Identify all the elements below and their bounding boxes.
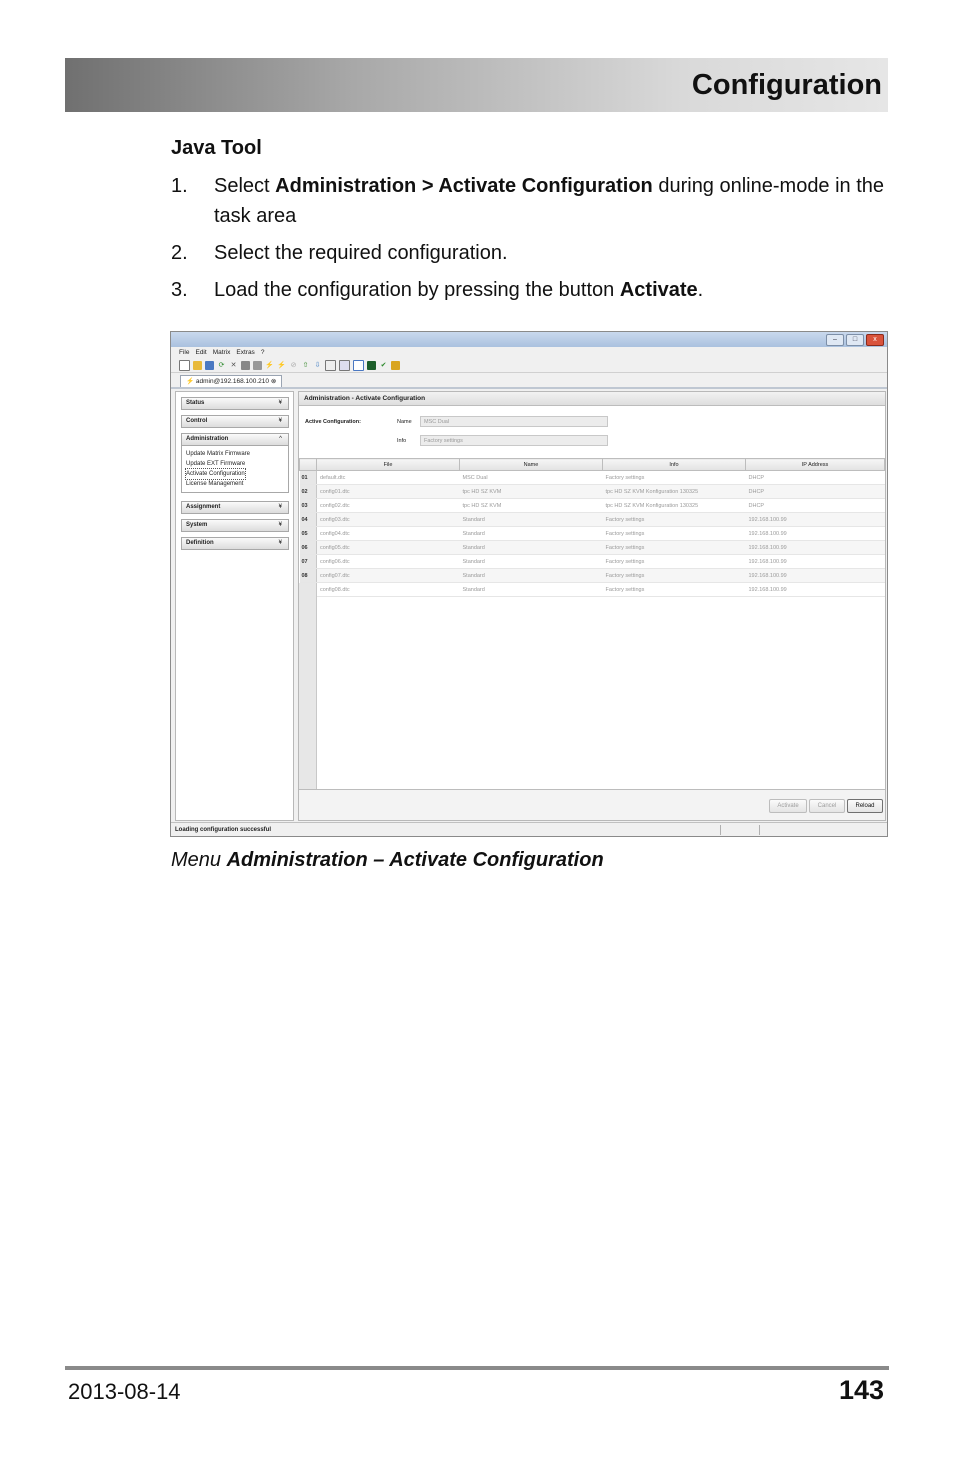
sidebar-item-definition[interactable] — [181, 537, 289, 550]
table-header[interactable]: IP Address — [746, 459, 885, 471]
chevron-down-icon: ¥ — [278, 504, 282, 510]
connect-icon[interactable]: ⚡ — [265, 361, 274, 369]
step-number: 1. — [171, 175, 188, 197]
menu-edit[interactable]: Edit — [195, 349, 207, 356]
status-bar — [171, 822, 887, 836]
step-number: 2. — [171, 242, 188, 264]
step-number: 3. — [171, 279, 188, 301]
sidebar-submenu-administration — [181, 446, 289, 493]
active-config-label: Active Configuration: — [305, 419, 361, 425]
chevron-down-icon: ¥ — [278, 400, 282, 406]
caption-prefix: Menu — [171, 849, 227, 871]
table-row[interactable]: 08 config07.dtc Standard Factory settings 192.168.100.99 — [300, 569, 885, 583]
sidebar — [175, 391, 294, 821]
step-text-end: . — [697, 279, 704, 301]
stop-icon[interactable]: ⊘ — [290, 361, 297, 369]
cancel-button[interactable]: Cancel — [809, 799, 845, 813]
step-text: Select — [214, 175, 276, 197]
table-row[interactable]: config08.dtc Standard Factory settings 192.168.100.99 — [300, 583, 885, 597]
sidebar-item-label: Administration — [186, 436, 229, 442]
menu-matrix[interactable]: Matrix — [212, 349, 231, 356]
open-icon[interactable] — [193, 361, 202, 370]
status-separator — [759, 825, 760, 835]
sidebar-item-label: Definition — [186, 540, 214, 546]
chevron-down-icon: ¥ — [278, 540, 282, 546]
info-label: Info — [397, 438, 407, 444]
table-row[interactable]: 01 default.dtc MSC Dual Factory settings DHCP — [300, 471, 885, 485]
refresh-icon[interactable]: ⟳ — [218, 361, 225, 369]
export-icon[interactable] — [353, 360, 364, 371]
new-icon[interactable] — [179, 360, 190, 371]
content-panel — [298, 391, 886, 821]
sidebar-subitem[interactable]: Update EXT Firmware — [186, 461, 246, 467]
close-button[interactable]: x — [866, 334, 884, 346]
menu-help[interactable]: ? — [260, 349, 265, 356]
download-icon[interactable]: ⇩ — [314, 361, 321, 369]
sidebar-item-system[interactable] — [181, 519, 289, 532]
step-2 — [171, 238, 891, 268]
step-bold: Activate — [619, 279, 698, 301]
copy-icon[interactable] — [241, 361, 250, 370]
table-row[interactable]: 05 config04.dtc Standard Factory settings 192.168.100.99 — [300, 527, 885, 541]
step-text: Load the configuration by pressing the button — [214, 279, 620, 301]
disconnect-icon[interactable]: ⚡ — [277, 361, 286, 369]
step-text: Select the required configuration. — [214, 242, 508, 264]
reload-button[interactable]: Reload — [847, 799, 883, 813]
content-title: Administration - Activate Configuration — [299, 392, 885, 406]
plug-icon: ⚡ — [186, 378, 195, 385]
page-title: Configuration — [691, 69, 882, 101]
table-header[interactable]: Name — [460, 459, 603, 471]
sidebar-item-label: Assignment — [186, 504, 221, 510]
tab-label: admin@192.168.100.210 — [195, 378, 270, 385]
step-1 — [171, 171, 891, 231]
name-field[interactable]: MSC Dual — [420, 416, 608, 427]
sidebar-item-control[interactable] — [181, 415, 289, 428]
status-text: Loading configuration successful — [175, 827, 272, 833]
info-field[interactable]: Factory settings — [420, 435, 608, 446]
sidebar-item-label: Control — [186, 418, 208, 424]
sidebar-item-label: System — [186, 522, 208, 528]
footer-date: 2013-08-14 — [68, 1379, 181, 1404]
doc-icon[interactable] — [325, 360, 336, 371]
chevron-up-icon: ^ — [279, 436, 282, 442]
table-row[interactable]: 04 config03.dtc Standard Factory settings 192.168.100.99 — [300, 513, 885, 527]
menu-extras[interactable]: Extras — [236, 349, 255, 356]
table-header[interactable]: Info — [603, 459, 746, 471]
sidebar-item-status[interactable] — [181, 397, 289, 410]
step-text-end: during online-mode in the task area — [214, 175, 885, 227]
chevron-down-icon: ¥ — [278, 522, 282, 528]
app-screenshot — [170, 331, 888, 837]
maximize-button[interactable]: □ — [846, 334, 864, 346]
config-table — [299, 458, 885, 597]
page-number: 143 — [838, 1375, 884, 1405]
step-3 — [171, 275, 891, 305]
activate-button[interactable]: Activate — [769, 799, 807, 813]
check-icon[interactable]: ✔ — [380, 361, 387, 369]
section-title: Java Tool — [171, 137, 262, 159]
menu-bar — [171, 347, 887, 358]
chevron-down-icon: ¥ — [278, 418, 282, 424]
minimize-button[interactable]: – — [826, 334, 844, 346]
doc2-icon[interactable] — [339, 360, 350, 371]
tab-row — [171, 373, 887, 389]
table-row[interactable]: 06 config05.dtc Standard Factory settings 192.168.100.99 — [300, 541, 885, 555]
cut-icon[interactable]: ✕ — [230, 361, 237, 369]
table-row[interactable]: 02 config01.dtc tpc HD SZ KVM tpc HD SZ KVM Konfiguration 130325 DHCP — [300, 485, 885, 499]
table-row[interactable]: 07 config06.dtc Standard Factory settings 192.168.100.99 — [300, 555, 885, 569]
toolbar — [171, 358, 887, 373]
table-header[interactable]: File — [317, 459, 460, 471]
upload-icon[interactable]: ⇧ — [302, 361, 309, 369]
sidebar-item-administration[interactable] — [181, 433, 289, 446]
save-icon[interactable] — [205, 361, 214, 370]
status-separator — [720, 825, 721, 835]
menu-file[interactable]: File — [179, 349, 190, 356]
sidebar-item-assignment[interactable] — [181, 501, 289, 514]
header-bar — [65, 58, 888, 112]
table-row[interactable]: 03 config02.dtc tpc HD SZ KVM tpc HD SZ KVM Konfiguration 130325 DHCP — [300, 499, 885, 513]
caption-bold: Administration – Activate Configuration — [226, 849, 604, 871]
tab-close-icon[interactable]: ⊗ — [270, 378, 277, 385]
lock-icon[interactable] — [391, 361, 400, 370]
paste-icon[interactable] — [253, 361, 262, 370]
sidebar-subitem[interactable]: Update Matrix Firmware — [186, 451, 251, 457]
window-titlebar — [171, 332, 887, 347]
tab-connection[interactable] — [180, 375, 282, 387]
figure-caption — [171, 849, 604, 872]
table-header-corner — [300, 459, 317, 471]
sidebar-subitem-selected[interactable]: Activate Configuration — [186, 471, 245, 477]
step-bold: Administration > Activate Configuration — [275, 175, 653, 197]
button-bar — [299, 789, 885, 820]
sidebar-subitem[interactable]: License Management — [186, 481, 244, 487]
sidebar-item-label: Status — [186, 400, 205, 406]
footer-divider — [65, 1366, 889, 1370]
name-label: Name — [397, 419, 412, 425]
row-gutter — [299, 583, 317, 801]
monitor-icon[interactable] — [367, 361, 376, 370]
